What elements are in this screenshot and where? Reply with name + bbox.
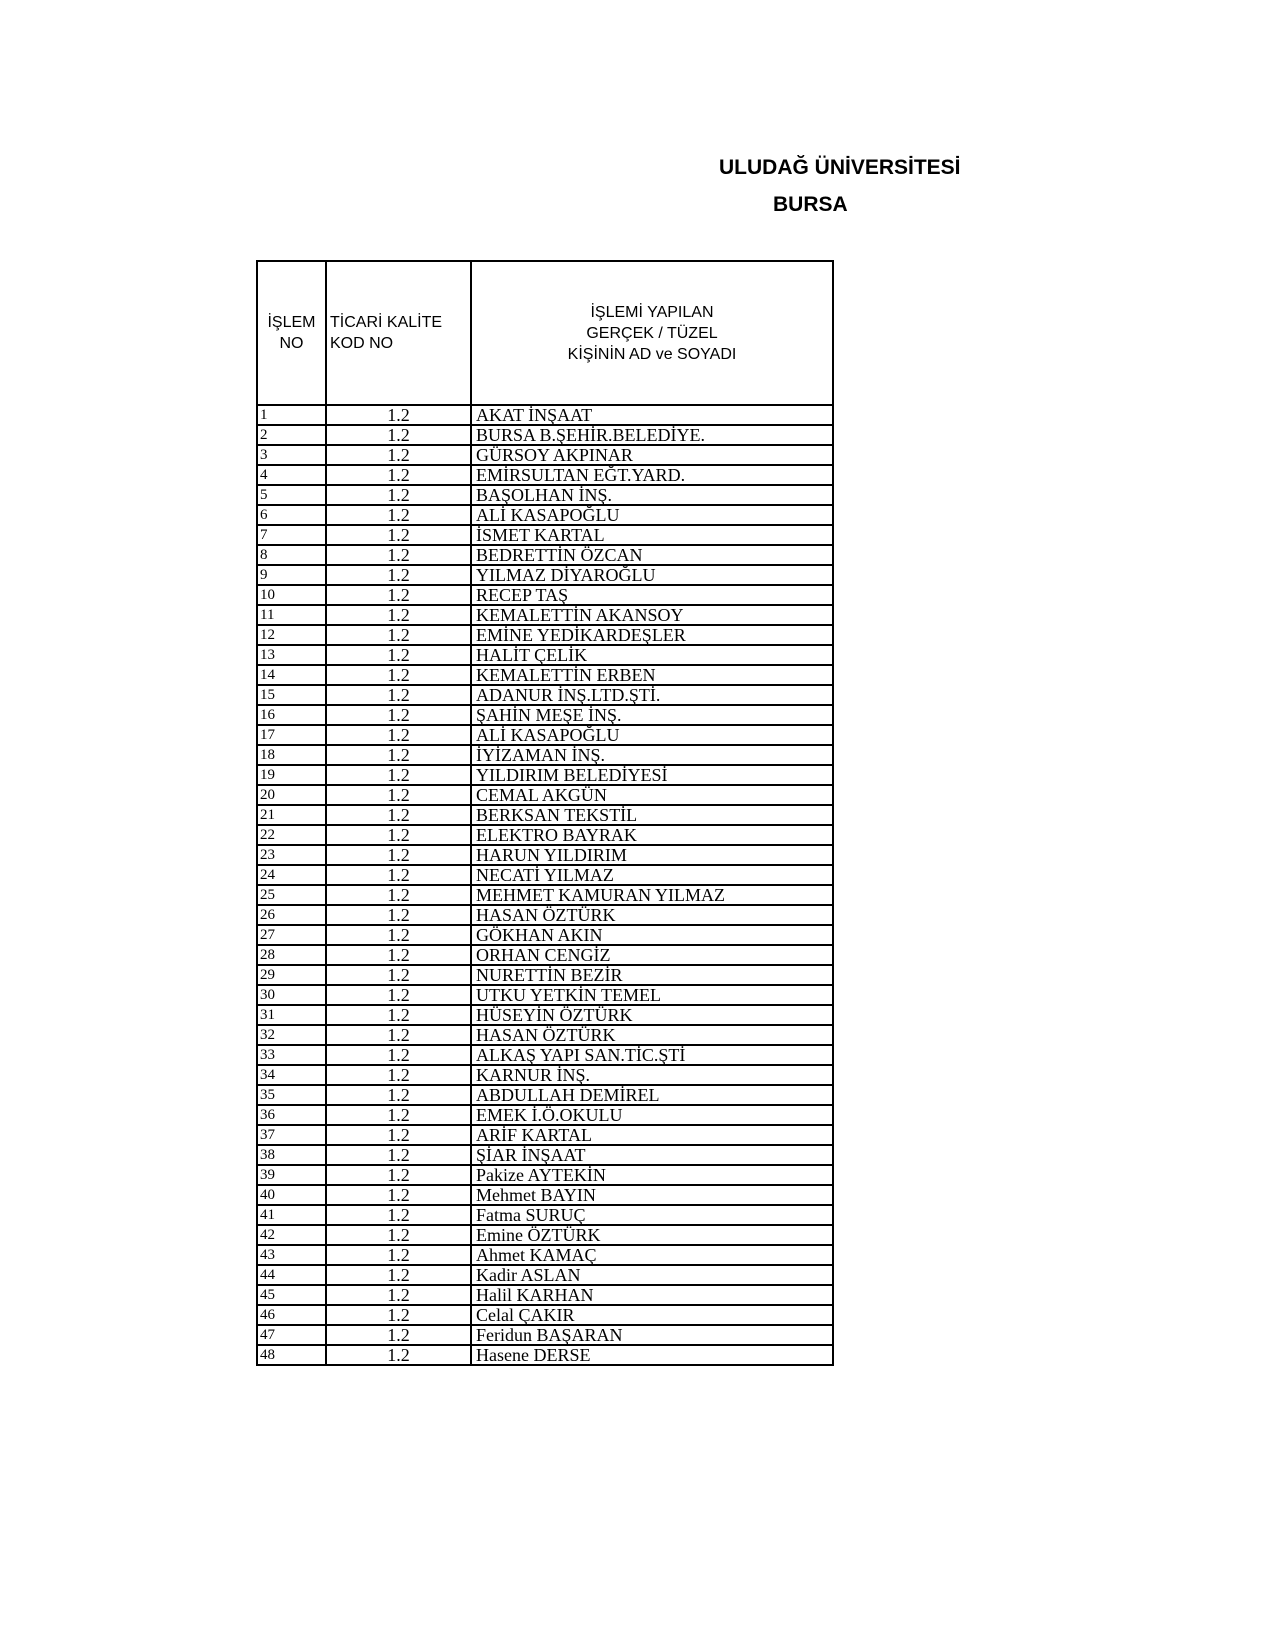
table-row: [257, 685, 833, 705]
cell-islem-no: 5: [257, 485, 326, 505]
table-row: [257, 1065, 833, 1085]
table-row: [257, 705, 833, 725]
cell-islem-no: 7: [257, 525, 326, 545]
cell-ad-soyad: EMİRSULTAN EĞT.YARD.: [471, 465, 833, 485]
cell-islem-no: 12: [257, 625, 326, 645]
cell-islem-no: 22: [257, 825, 326, 845]
table-row: [257, 1125, 833, 1145]
cell-kod-no: 1.2: [326, 1025, 471, 1045]
cell-ad-soyad: HARUN YILDIRIM: [471, 845, 833, 865]
table-row: [257, 625, 833, 645]
table-row: [257, 1345, 833, 1365]
table-row: [257, 505, 833, 525]
cell-kod-no: 1.2: [326, 665, 471, 685]
table-row: [257, 565, 833, 585]
cell-islem-no: 45: [257, 1285, 326, 1305]
cell-kod-no: 1.2: [326, 865, 471, 885]
cell-islem-no: 25: [257, 885, 326, 905]
cell-islem-no: 39: [257, 1165, 326, 1185]
cell-islem-no: 16: [257, 705, 326, 725]
table-row: [257, 885, 833, 905]
cell-ad-soyad: YILMAZ DİYAROĞLU: [471, 565, 833, 585]
document-title-text: ULUDAĞ ÜNİVERSİTESİ: [719, 156, 961, 179]
cell-ad-soyad: BURSA B.ŞEHİR.BELEDİYE.: [471, 425, 833, 445]
cell-islem-no: 26: [257, 905, 326, 925]
cell-ad-soyad: ELEKTRO BAYRAK: [471, 825, 833, 845]
cell-kod-no: 1.2: [326, 905, 471, 925]
document-subtitle: [0, 193, 848, 223]
cell-islem-no: 4: [257, 465, 326, 485]
column-header-kod-no: [326, 261, 471, 405]
cell-islem-no: 48: [257, 1345, 326, 1365]
cell-kod-no: 1.2: [326, 685, 471, 705]
table-row: [257, 665, 833, 685]
cell-ad-soyad: ALİ KASAPOĞLU: [471, 505, 833, 525]
cell-kod-no: 1.2: [326, 765, 471, 785]
cell-ad-soyad: İSMET KARTAL: [471, 525, 833, 545]
cell-kod-no: 1.2: [326, 1045, 471, 1065]
cell-ad-soyad: HASAN ÖZTÜRK: [471, 905, 833, 925]
cell-kod-no: 1.2: [326, 1145, 471, 1165]
cell-kod-no: 1.2: [326, 1205, 471, 1225]
table-row: [257, 525, 833, 545]
cell-ad-soyad: ARİF KARTAL: [471, 1125, 833, 1145]
cell-ad-soyad: UTKU YETKİN TEMEL: [471, 985, 833, 1005]
table-row: [257, 805, 833, 825]
cell-kod-no: 1.2: [326, 805, 471, 825]
column-header-line: İŞLEM: [267, 314, 316, 331]
table-row: [257, 985, 833, 1005]
cell-islem-no: 33: [257, 1045, 326, 1065]
cell-kod-no: 1.2: [326, 625, 471, 645]
cell-kod-no: 1.2: [326, 925, 471, 945]
cell-kod-no: 1.2: [326, 1085, 471, 1105]
column-header-islem-no: [257, 261, 326, 405]
cell-ad-soyad: Halil KARHAN: [471, 1285, 833, 1305]
cell-ad-soyad: KARNUR İNŞ.: [471, 1065, 833, 1085]
cell-kod-no: 1.2: [326, 465, 471, 485]
cell-kod-no: 1.2: [326, 525, 471, 545]
cell-kod-no: 1.2: [326, 1345, 471, 1365]
table-row: [257, 945, 833, 965]
cell-islem-no: 1: [257, 405, 326, 425]
cell-ad-soyad: Fatma SURUÇ: [471, 1205, 833, 1225]
cell-kod-no: 1.2: [326, 1265, 471, 1285]
cell-ad-soyad: GÖKHAN AKIN: [471, 925, 833, 945]
cell-islem-no: 21: [257, 805, 326, 825]
cell-ad-soyad: ALİ KASAPOĞLU: [471, 725, 833, 745]
table-row: [257, 1145, 833, 1165]
cell-ad-soyad: ADANUR İNŞ.LTD.ŞTİ.: [471, 685, 833, 705]
table-row: [257, 1025, 833, 1045]
cell-kod-no: 1.2: [326, 1165, 471, 1185]
table-row: [257, 1165, 833, 1185]
table-row: [257, 485, 833, 505]
cell-kod-no: 1.2: [326, 1285, 471, 1305]
table-row: [257, 1285, 833, 1305]
cell-kod-no: 1.2: [326, 405, 471, 425]
table-row: [257, 605, 833, 625]
cell-ad-soyad: RECEP TAŞ: [471, 585, 833, 605]
cell-islem-no: 32: [257, 1025, 326, 1045]
table-body: [257, 405, 833, 1365]
cell-ad-soyad: Kadir ASLAN: [471, 1265, 833, 1285]
cell-islem-no: 14: [257, 665, 326, 685]
cell-ad-soyad: HASAN ÖZTÜRK: [471, 1025, 833, 1045]
cell-islem-no: 9: [257, 565, 326, 585]
table-row: [257, 865, 833, 885]
cell-ad-soyad: BERKSAN TEKSTİL: [471, 805, 833, 825]
cell-ad-soyad: İYİZAMAN İNŞ.: [471, 745, 833, 765]
table-row: [257, 545, 833, 565]
cell-islem-no: 23: [257, 845, 326, 865]
table-row: [257, 1045, 833, 1065]
cell-islem-no: 8: [257, 545, 326, 565]
cell-islem-no: 20: [257, 785, 326, 805]
cell-islem-no: 46: [257, 1305, 326, 1325]
cell-islem-no: 29: [257, 965, 326, 985]
cell-ad-soyad: MEHMET KAMURAN YILMAZ: [471, 885, 833, 905]
cell-islem-no: 30: [257, 985, 326, 1005]
column-header-line: İŞLEMİ YAPILAN: [590, 303, 714, 321]
cell-kod-no: 1.2: [326, 565, 471, 585]
cell-ad-soyad: CEMAL AKGÜN: [471, 785, 833, 805]
cell-kod-no: 1.2: [326, 425, 471, 445]
table-row: [257, 785, 833, 805]
column-header-ad-soyad: [471, 261, 833, 405]
cell-ad-soyad: GÜRSOY AKPINAR: [471, 445, 833, 465]
cell-ad-soyad: ŞİAR İNŞAAT: [471, 1145, 833, 1165]
table-row: [257, 585, 833, 605]
cell-ad-soyad: Pakize AYTEKİN: [471, 1165, 833, 1185]
cell-kod-no: 1.2: [326, 1225, 471, 1245]
cell-islem-no: 17: [257, 725, 326, 745]
transactions-table: [256, 260, 834, 1366]
cell-ad-soyad: ORHAN CENGİZ: [471, 945, 833, 965]
table-row: [257, 445, 833, 465]
table-row: [257, 1225, 833, 1245]
column-header-line: NO: [279, 335, 304, 352]
table-row: [257, 405, 833, 425]
column-header-line: GERÇEK / TÜZEL: [586, 324, 718, 342]
cell-kod-no: 1.2: [326, 785, 471, 805]
table-row: [257, 725, 833, 745]
cell-kod-no: 1.2: [326, 605, 471, 625]
cell-ad-soyad: KEMALETTİN AKANSOY: [471, 605, 833, 625]
cell-kod-no: 1.2: [326, 945, 471, 965]
cell-islem-no: 43: [257, 1245, 326, 1265]
table-row: [257, 925, 833, 945]
cell-kod-no: 1.2: [326, 1125, 471, 1145]
cell-kod-no: 1.2: [326, 1185, 471, 1205]
table-row: [257, 1205, 833, 1225]
table-row: [257, 965, 833, 985]
table-row: [257, 765, 833, 785]
cell-kod-no: 1.2: [326, 585, 471, 605]
cell-kod-no: 1.2: [326, 485, 471, 505]
cell-ad-soyad: BAŞOLHAN İNŞ.: [471, 485, 833, 505]
column-header-line: KOD NO: [330, 335, 394, 352]
cell-islem-no: 2: [257, 425, 326, 445]
cell-islem-no: 24: [257, 865, 326, 885]
cell-kod-no: 1.2: [326, 825, 471, 845]
cell-islem-no: 11: [257, 605, 326, 625]
cell-islem-no: 42: [257, 1225, 326, 1245]
cell-kod-no: 1.2: [326, 705, 471, 725]
cell-kod-no: 1.2: [326, 505, 471, 525]
table-row: [257, 1305, 833, 1325]
cell-ad-soyad: ABDULLAH DEMİREL: [471, 1085, 833, 1105]
table-row: [257, 1245, 833, 1265]
table-header-row: [257, 261, 833, 405]
cell-islem-no: 31: [257, 1005, 326, 1025]
cell-kod-no: 1.2: [326, 545, 471, 565]
cell-islem-no: 28: [257, 945, 326, 965]
table-row: [257, 1185, 833, 1205]
cell-kod-no: 1.2: [326, 1245, 471, 1265]
cell-ad-soyad: NURETTİN BEZİR: [471, 965, 833, 985]
column-header-line: KİŞİNİN AD ve SOYADI: [567, 345, 737, 363]
table-header: [257, 261, 833, 405]
cell-kod-no: 1.2: [326, 845, 471, 865]
cell-ad-soyad: KEMALETTİN ERBEN: [471, 665, 833, 685]
cell-kod-no: 1.2: [326, 445, 471, 465]
cell-islem-no: 13: [257, 645, 326, 665]
column-header-line: TİCARİ KALİTE: [330, 314, 443, 331]
table-row: [257, 465, 833, 485]
cell-kod-no: 1.2: [326, 965, 471, 985]
table-row: [257, 845, 833, 865]
cell-kod-no: 1.2: [326, 885, 471, 905]
cell-kod-no: 1.2: [326, 985, 471, 1005]
cell-ad-soyad: HALİT ÇELİK: [471, 645, 833, 665]
cell-kod-no: 1.2: [326, 645, 471, 665]
table-row: [257, 1005, 833, 1025]
cell-ad-soyad: AKAT İNŞAAT: [471, 405, 833, 425]
table-row: [257, 905, 833, 925]
table-row: [257, 825, 833, 845]
cell-kod-no: 1.2: [326, 1065, 471, 1085]
cell-ad-soyad: Feridun BAŞARAN: [471, 1325, 833, 1345]
cell-kod-no: 1.2: [326, 745, 471, 765]
cell-kod-no: 1.2: [326, 1325, 471, 1345]
cell-ad-soyad: BEDRETTİN ÖZCAN: [471, 545, 833, 565]
document-subtitle-text: BURSA: [773, 193, 848, 216]
cell-kod-no: 1.2: [326, 1305, 471, 1325]
cell-ad-soyad: YILDIRIM BELEDİYESİ: [471, 765, 833, 785]
cell-islem-no: 36: [257, 1105, 326, 1125]
document-title: [0, 156, 961, 186]
cell-islem-no: 44: [257, 1265, 326, 1285]
cell-ad-soyad: Mehmet BAYIN: [471, 1185, 833, 1205]
cell-ad-soyad: Emine ÖZTÜRK: [471, 1225, 833, 1245]
cell-islem-no: 18: [257, 745, 326, 765]
table-row: [257, 1265, 833, 1285]
cell-ad-soyad: EMİNE YEDİKARDEŞLER: [471, 625, 833, 645]
cell-islem-no: 37: [257, 1125, 326, 1145]
cell-ad-soyad: EMEK İ.Ö.OKULU: [471, 1105, 833, 1125]
cell-kod-no: 1.2: [326, 725, 471, 745]
table-row: [257, 425, 833, 445]
cell-islem-no: 27: [257, 925, 326, 945]
table-row: [257, 645, 833, 665]
cell-islem-no: 19: [257, 765, 326, 785]
cell-ad-soyad: Hasene DERSE: [471, 1345, 833, 1365]
cell-islem-no: 38: [257, 1145, 326, 1165]
cell-kod-no: 1.2: [326, 1005, 471, 1025]
table-row: [257, 1105, 833, 1125]
cell-islem-no: 3: [257, 445, 326, 465]
cell-ad-soyad: ALKAŞ YAPI SAN.TİC.ŞTİ: [471, 1045, 833, 1065]
cell-ad-soyad: HÜSEYİN ÖZTÜRK: [471, 1005, 833, 1025]
cell-ad-soyad: ŞAHİN MEŞE İNŞ.: [471, 705, 833, 725]
cell-islem-no: 47: [257, 1325, 326, 1345]
table-row: [257, 1085, 833, 1105]
cell-ad-soyad: Celal ÇAKIR: [471, 1305, 833, 1325]
cell-islem-no: 35: [257, 1085, 326, 1105]
table-row: [257, 745, 833, 765]
cell-islem-no: 15: [257, 685, 326, 705]
cell-kod-no: 1.2: [326, 1105, 471, 1125]
cell-islem-no: 41: [257, 1205, 326, 1225]
table-row: [257, 1325, 833, 1345]
cell-islem-no: 6: [257, 505, 326, 525]
cell-ad-soyad: NECATİ YILMAZ: [471, 865, 833, 885]
cell-islem-no: 40: [257, 1185, 326, 1205]
cell-ad-soyad: Ahmet KAMAÇ: [471, 1245, 833, 1265]
cell-islem-no: 34: [257, 1065, 326, 1085]
cell-islem-no: 10: [257, 585, 326, 605]
